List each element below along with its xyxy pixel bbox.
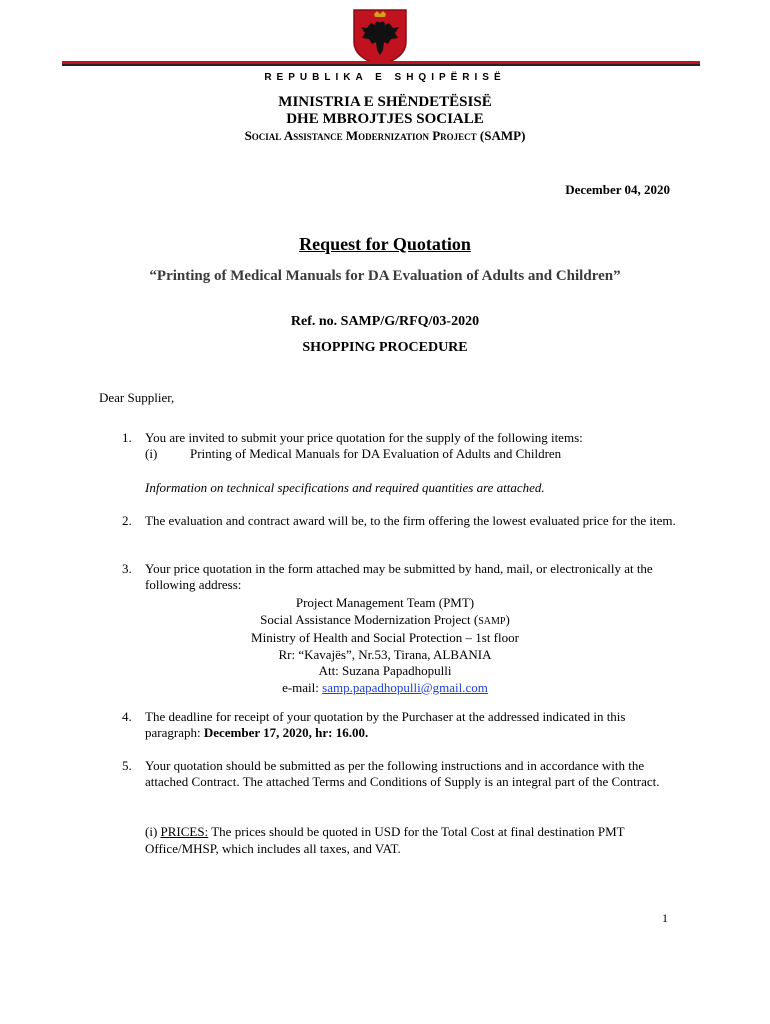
document-title: Request for Quotation [299, 234, 471, 254]
project-acronym: (SAMP) [479, 128, 526, 143]
list-item-5 [99, 758, 679, 790]
procedure-type: SHOPPING PROCEDURE [302, 340, 468, 355]
address-line: Project Management Team (PMT) [295, 595, 475, 610]
list-item-number: 4. [122, 709, 132, 724]
list-item-text: You are invited to submit your price quotation for the supply of the following items: [145, 430, 583, 445]
address-line: Rr: “Kavajës”, Nr.53, Tirana, ALBANIA [278, 646, 492, 662]
greeting: Dear Supplier, [99, 390, 175, 405]
sub-item [145, 446, 679, 462]
list-item-number: 3. [122, 561, 132, 576]
ministry-name-line2: DHE MBROJTJES SOCIALE [286, 111, 484, 127]
list-item-number: 2. [122, 513, 132, 528]
email-link[interactable]: samp.papadhopulli@gmail.com [322, 679, 488, 695]
list-item-1 [99, 430, 679, 462]
prices-paragraph: (i) PRICES: The prices should be quoted in USD for the Total Cost at final destination PMT Office/MHSP, which includes all taxes, and VAT. [145, 824, 625, 856]
country-name: REPUBLIKA E SHQIPËRISË [264, 72, 506, 83]
sub-item-text: Printing of Medical Manuals for DA Evaluation of Adults and Children [190, 446, 562, 461]
address-line: Att: Suzana Papadhopulli [318, 663, 452, 678]
list-item-text: Your quotation should be submitted as per the following instructions and in accordance with the attached Contract. The attached Terms and Conditions of Supply is an integral part of the Contract. [145, 758, 660, 789]
address-email-line: e-mail: samp.papadhopulli@gmail.com [282, 679, 488, 695]
address-line: Ministry of Health and Social Protection – 1st floor [251, 630, 519, 645]
prices-label: PRICES: [160, 824, 209, 839]
list-item-text: Your price quotation in the form attached may be submitted by hand, mail, or electronically at the following address: [145, 561, 653, 592]
specifications-note: Information on technical specifications and required quantities are attached. [145, 480, 545, 495]
list-item-2 [99, 513, 679, 529]
sub-item-label: (i) [145, 446, 158, 461]
project-title [0, 128, 770, 144]
submission-address [99, 595, 671, 696]
list-item-number: 1. [122, 430, 132, 445]
document-subtitle: “Printing of Medical Manuals for DA Evaluation of Adults and Children” [149, 268, 621, 284]
project-name: Social Assistance Modernization Project [244, 128, 477, 143]
ministry-name-line1: MINISTRIA E SHËNDETËSISË [278, 94, 492, 110]
list-item-3 [99, 561, 679, 593]
list-item-4 [99, 709, 679, 741]
page-number: 1 [662, 911, 668, 925]
list-item-number: 5. [122, 758, 132, 773]
list-item-text: The evaluation and contract award will be, to the firm offering the lowest evaluated price for the item. [145, 513, 676, 528]
list-item-text: The deadline for receipt of your quotation by the Purchaser at the addressed indicated in this paragraph: December 17, 2020, hr: 16.00. [145, 709, 626, 740]
header-dark-rule [62, 64, 700, 66]
document-date: December 04, 2020 [565, 182, 670, 197]
address-line: Social Assistance Modernization Project (SAMP) [260, 611, 510, 627]
deadline: December 17, 2020, hr: 16.00. [203, 725, 369, 740]
coat-of-arms-emblem [352, 8, 408, 66]
reference-number: Ref. no. SAMP/G/RFQ/03-2020 [290, 314, 480, 329]
